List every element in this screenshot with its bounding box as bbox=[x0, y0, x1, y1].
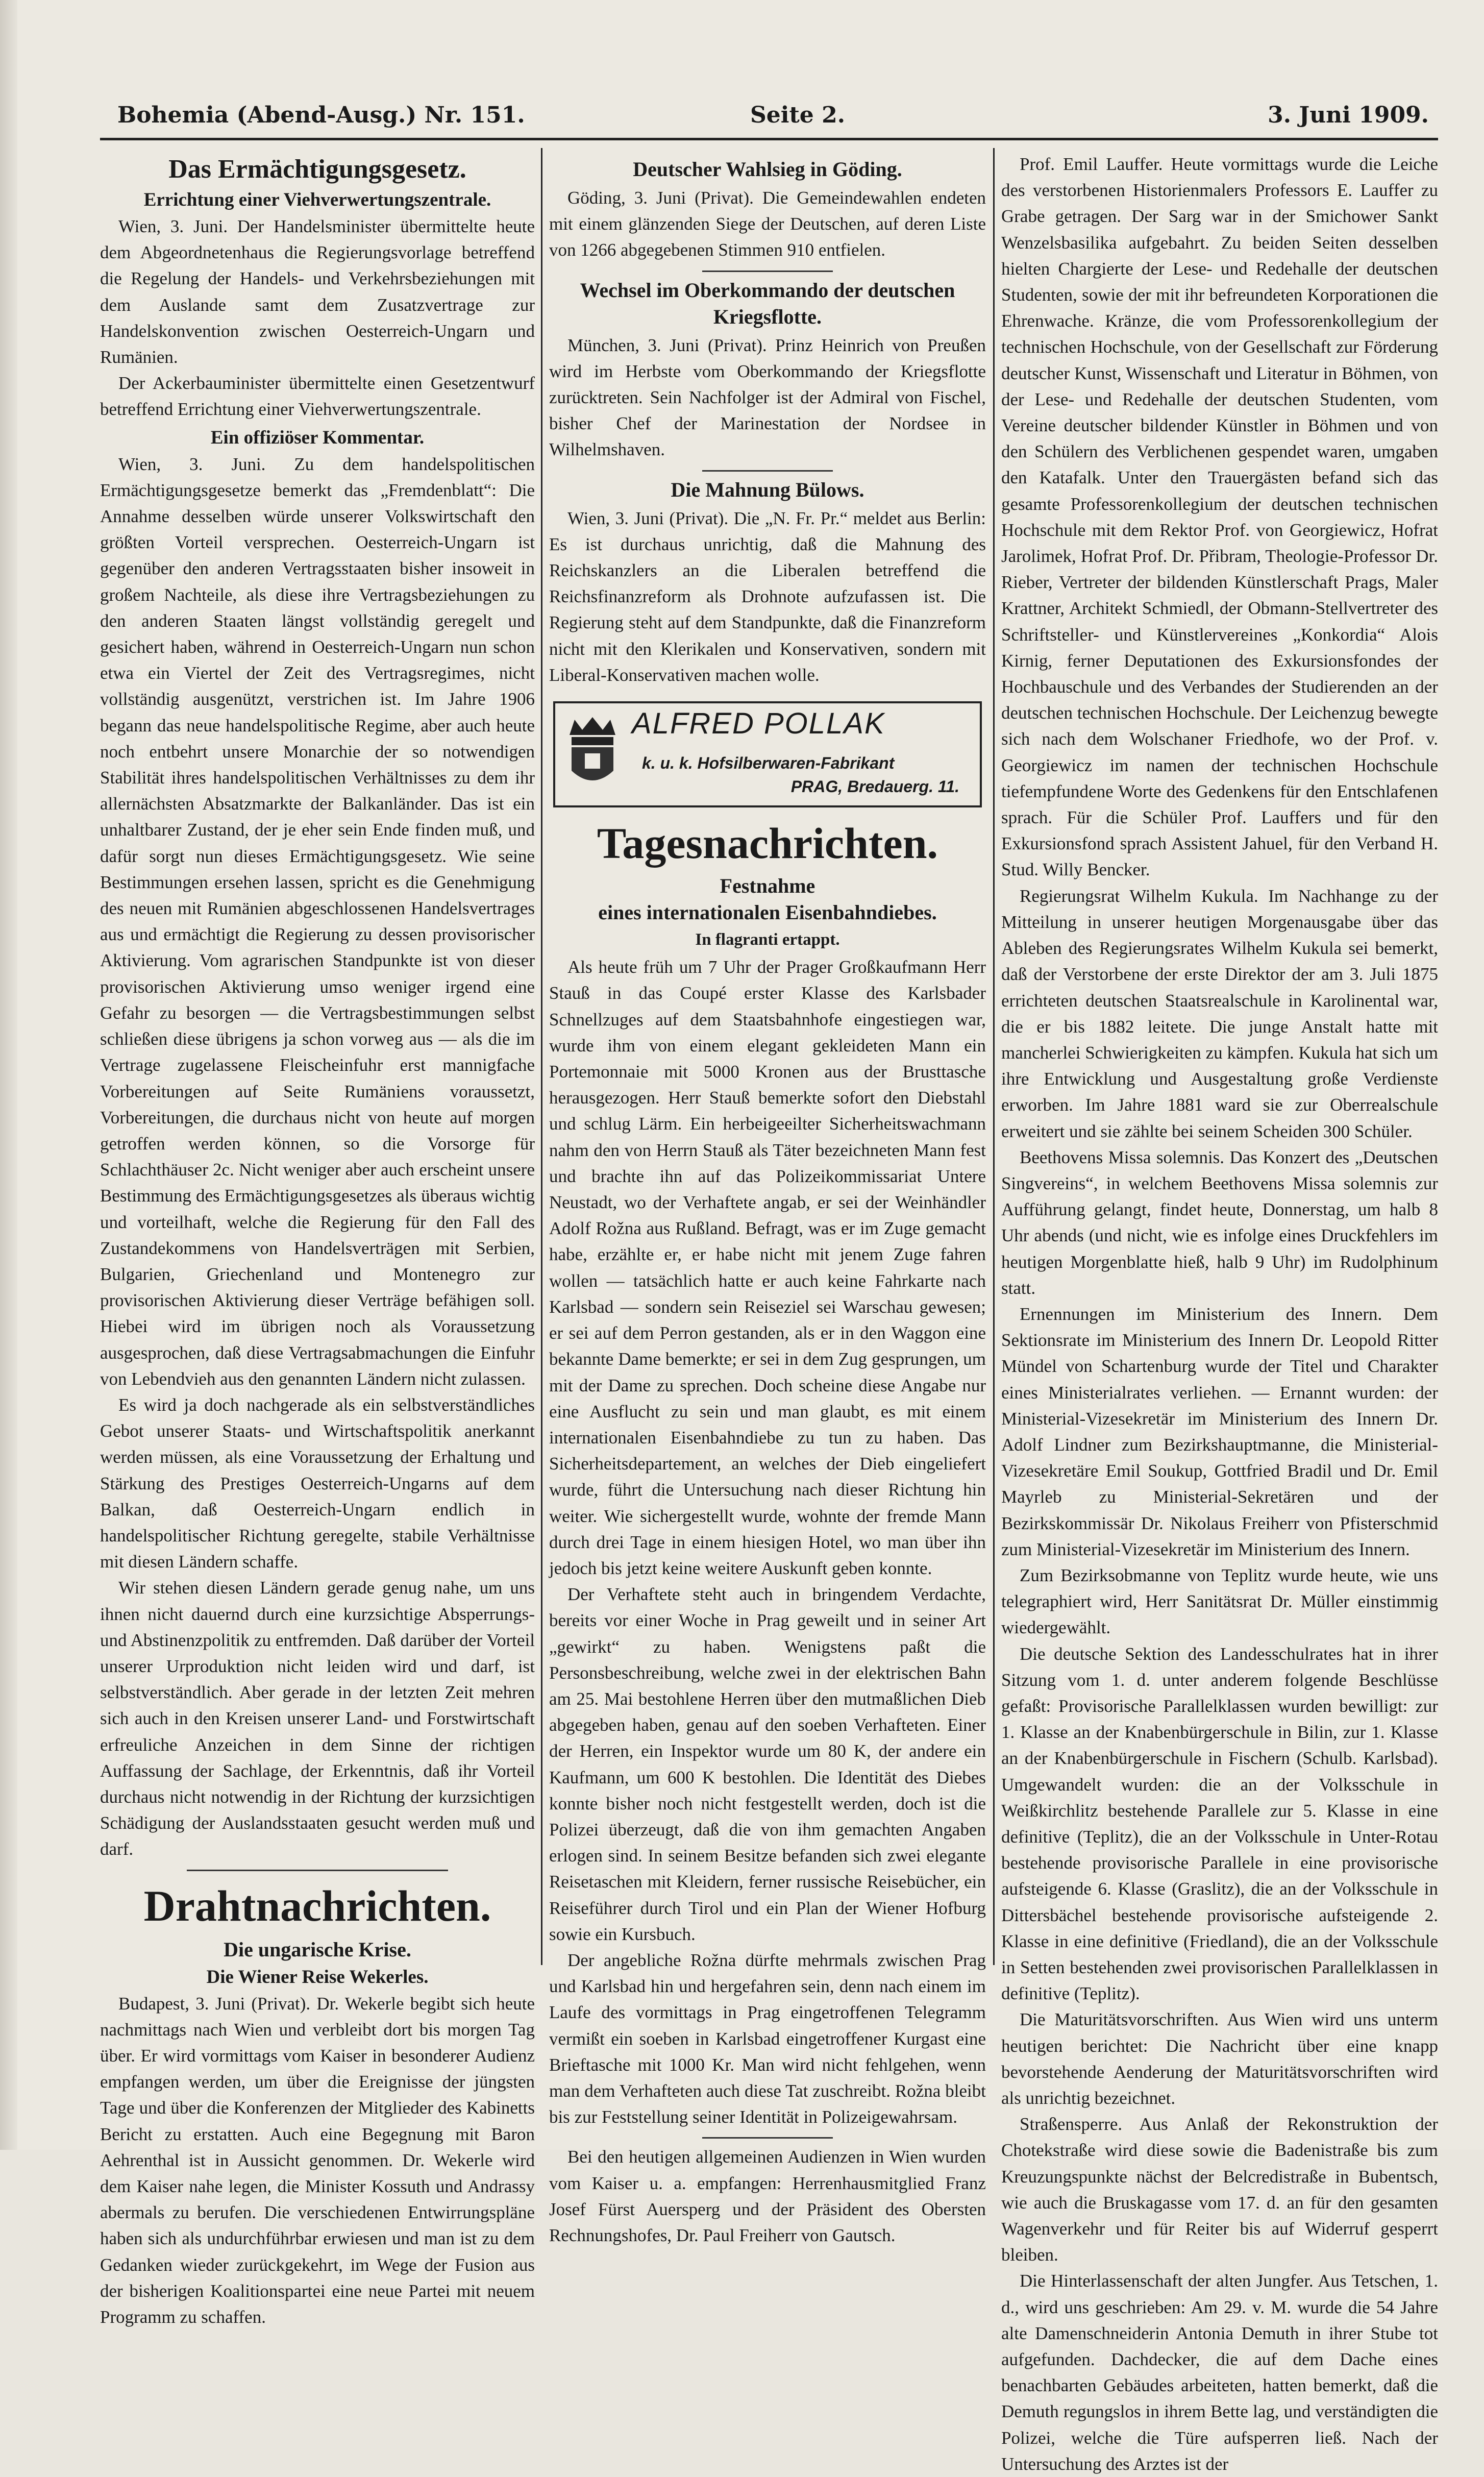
article-paragraph: Budapest, 3. Juni (Privat). Dr. Wekerle begibt sich heute nachmittags nach Wien und verbleibt dort bis morgen Tag über. Er wird vormittags vom Kaiser in besonderer Audienz empfangen werden, um über die Ereignisse der jüngsten Tage und über die Konferenzen der Mitglieder des Kabinetts Bericht zu erstatten. Auch eine Begegnung mit Baron Aehrenthal ist in Aussicht genommen. Dr. Wekerle wird dem Kaiser nahe legen, die Minister Kossuth und Andrassy abermals zu berufen. Die verschiedenen Entwirrungspläne haben sich als undurchführbar erwiesen und man ist zu dem Gedanken wieder zurückgekehrt, im Wege der Fusion aus der bisherigen Koalitionspartei eine neue Partei mit neuem Programm zu schaffen. bbox=[100, 1993, 535, 2327]
news-item: Die Maturitätsvorschriften. Aus Wien wird uns unterm heutigen berichtet: Die Nachricht über eine knapp bevorstehende Aenderung der Maturitätsvorschriften wird als unrichtig bezeichnet. bbox=[1001, 2009, 1438, 2108]
article-paragraph: Wien, 3. Juni (Privat). Die „N. Fr. Pr.“ meldet aus Berlin: Es ist durchaus unrichtig, daß die Mahnung des Reichskanzlers an die Liberalen betreffend die Reichsfinanzreform als Drohnote aufzufassen ist. Die Regierung steht auf dem Standpunkte, daß die Finanzreform nicht mit den Klerikalen und Konservativen, sondern mit Liberal-Konservativen machen wolle. bbox=[549, 508, 986, 685]
article-title: Ein offiziöser Kommentar. bbox=[210, 427, 425, 448]
news-item: Ernennungen im Ministerium des Innern. Dem Sektionsrate im Ministerium des Innern Dr. Leopold Ritter Mündel von Schartenburg wurde der Titel und Charakter eines Ministerialrates verliehen. — Ernannt wurden: der Ministerial-Vizesekretär im Ministerium des Innern Dr. Adolf Lindner zum Bezirkshauptmanne, die Ministerial-Vizesekretäre Emil Soukup, Gottfried Bradil und Dr. Emil Mayrleb zu Ministerial-Sekretären und der Bezirkskommissär Dr. Nikolaus Freiherr von Pfisterschmid zum Ministerial-Vizesekretär im Ministerium des Innern. bbox=[1001, 1304, 1438, 1559]
news-item: Prof. Emil Lauffer. Heute vormittags wurde die Leiche des verstorbenen Historienmalers Professors E. Lauffer zu Grabe getragen. Der Sarg war in der Smichower Sankt Wenzelsbasilika aufgebahrt. Zu beiden Seiten desselben hielten Chargierte der Lese- und Redehalle der deutschen Studenten, sowie der mit ihr befreundeten Korporationen die Ehrenwache. Kränze, die vom Professorenkollegium der technischen Hochschule, von der Gesellschaft zur Förderung deutscher Kunst, Wissenschaft und Literatur in Böhmen, von der Lese- und Redehalle der deutschen Studenten, vom Vereine deutscher bildender Künstler in Böhmen und von den Schülern des Verblichenen gespendet waren, umgaben den Katafalk. Unter den Trauergästen befand sich das gesamte Professorenkollegium der deutschen technischen Hochschule mit dem Rektor Prof. von Georgiewicz, Hofrat Jarolimek, Hofrat Prof. Dr. Přibram, Theologie-Professor Dr. Rieber, Vertreter der bildenden Künstlerschaft Prags, Maler Krattner, Architekt Schmiedl, der Obmann-Stellvertreter des Schriftsteller- und Künstlervereines „Konkordia“ Alois Kirnig, ferner Deputationen des Exkursionsfondes der Hochbauschule und des Verbandes der Studierenden an der deutschen technischen Hochschule. Der Leichenzug bewegte sich nach dem Wolschaner Friedhofe, wo der Prof. v. Georgiewicz im namen der technischen Hochschule tiefempfundene Worte des Gedenkens für den Entschlafenen sprach. Für die Schüler Prof. Lauffers und für den Exkursionsfond sprach Assistent Jahuel, für den Verband H. Stud. Willy Bencker. bbox=[1001, 154, 1438, 880]
article-paragraph: Wien, 3. Juni. Zu dem handelspolitischen Ermächtigungsgesetze bemerkt das „Fremdenblatt“: Die Annahme desselben würde unserer Volkswirtschaft den größten Vorteil versprechen. Oesterreich-Ungarn ist gegenüber den anderen Vertragsstaaten bisher insoweit in großem Nachteile, als diese ihre Vertragsbeziehungen zu den anderen Staaten längst vollständig geregelt und gesichert haben, während in Oesterreich-Ungarn nun schon etwa ein Viertel der Zeit des Vertragsregimes, nicht vollständig ausgenützt, verstrichen ist. Im Jahre 1906 begann das neue handelspolitische Regime, aber auch heute noch entbehrt unsere Monarchie der so notwendigen Stabilität ihres handelspolitischen Verhältnisses zu dem ihr allernächsten Absatzmarkte der Balkanländer. Das ist ein unhaltbarer Zustand, der je eher sein Ende finden muß, und dafür sorgt nun dieses Ermächtigungsgesetz. Wie seine Bestimmungen ersehen lassen, spricht es die Genehmigung des neuen mit Rumänien abgeschlossenen Handelsvertrages aus und ermächtigt die Regierung zu dessen provisorischer Aktivierung. Vom agrarischen Standpunkte ist von dieser provisorischen Aktivierung umso weniger irgend eine Gefahr zu besorgen — die Vertragsbestimmungen selbst schließen diese übrigens ja schon vorweg aus — als die im Vertrage zugelassene Fleischeinfuhr erst mannigfache Vorbereitungen auf Seite Rumäniens voraussetzt, Vorbereitungen, die durchaus nicht von heute auf morgen getroffen werden können, so die Vorsorge für Schlachthäuser 2c. Nicht weniger aber auch erscheint unsere Bestimmung des Ermächtigungsgesetzes als überaus wichtig und vorteilhaft, welche die Regierung für den Fall des Zustandekommens von Handelsverträgen mit Serbien, Bulgarien, Griechenland und Montenegro zur provisorischen Aktivierung dieser Verträge befähigen soll. Hiebei wird im übrigen noch als Voraussetzung ausgesprochen, daß diese Vertragsabmachungen die Einfuhr von Lebendvieh aus den genannten Ländern nicht zulassen. bbox=[100, 454, 535, 1389]
masthead-date: 3. Juni 1909. bbox=[1268, 102, 1429, 128]
section-divider bbox=[187, 1870, 448, 1871]
article-paragraph: Der Verhaftete steht auch in bringendem Verdachte, bereits vor einer Woche in Prag geweilt und in seiner Art „gewirkt“ zu haben. Wenigstens paßt die Personsbeschreibung, welche zwei in der elektrischen Bahn am 25. Mai bestohlene Herren über den mutmaßlichen Dieb abgegeben haben, genau auf den soeben Verhafteten. Einer der Herren, ein Inspektor wurde um 80 K, der andere ein Kaufmann, um 600 K bestohlen. Die Identität des Diebes konnte bisher noch nicht festgestellt werden, doch ist die Polizei überzeugt, daß die von ihm gemachten Angaben erlogen sind. In seinem Besitze befanden sich zwei elegante Reisetaschen mit Kleidern, ferner russische Reisebücher, ein Reiseführer durch Tirol und ein Plan der Wiener Hofburg sowie ein Kursbuch. bbox=[549, 1584, 986, 1944]
article-divider bbox=[702, 2137, 833, 2139]
news-item: Die Hinterlassenschaft der alten Jungfer. Aus Tetschen, 1. d., wird uns geschrieben: Am 29. v. M. wurde die 54 Jahre alte Damenschneiderin Antonia Demuth in ihrer Stube tot aufgefunden. Dachdecker, die auf dem Dache eines benachbarten Gebäudes arbeiteten, hatten bemerkt, daß die Demuth regungslos in ihrem Bette lag, und verständigten die Polizei, welche die Türe aufsperren ließ. Nach der Untersuchung des Arztes ist der bbox=[1001, 2271, 1438, 2474]
page-binding-edge bbox=[0, 0, 17, 2150]
article-paragraph: München, 3. Juni (Privat). Prinz Heinrich von Preußen wird im Herbste vom Oberkommando der Kriegsflotte zurücktreten. Sein Nachfolger ist der Admiral von Fischel, bisher Chef der Marinestation der Nordsee in Wilhelmshaven. bbox=[549, 335, 986, 460]
article-paragraph: Als heute früh um 7 Uhr der Prager Großkaufmann Herr Stauß in das Coupé erster Klasse des Karlsbader Schnellzuges auf dem Staatsbahnhofe eingestiegen war, wurde ihm von einem elegant gekleideten Mann ein Portemonnaie mit 5000 Kronen aus der Brusttasche herausgezogen. Herr Stauß bemerkte sofort den Diebstahl und schlug Lärm. Ein herbeigeeilter Sicherheitswachmann nahm den von Herrn Stauß als Täter bezeichneten Mann fest und brachte ihn auf das Polizeikommissariat Untere Neustadt, wo der Verhaftete angab, er sei der Weinhändler Adolf Rožna aus Rußland. Befragt, was er im Zuge gemacht habe, erzählte er, er habe nicht mit jenem Zuge fahren wollen — tatsächlich hatte er auch keine Fahrkarte nach Karlsbad — sondern sein Reiseziel sei Warschau gewesen; er sei auf dem Perron gestanden, als er in den Waggon eine bekannte Dame bemerkte; er sei in dem Zug gesprungen, um mit der Dame zu sprechen. Doch scheine diese Angabe nur eine Ausflucht zu sein und man glaubt, es mit einem internationalen Eisenbahndiebe zu tun zu haben. Das Sicherheitsdepartement, an welches der Dieb eingeliefert wurde, führt die Untersuchung nach dieser Richtung hin weiter. Wie sichergestellt wurde, wohnte der fremde Mann durch drei Tage in einem hiesigen Hotel, wo man über ihn jedoch bis jetzt keine weitere Auskunft geben konnte. bbox=[549, 957, 986, 1578]
article-title: Das Ermächtigungsgesetz. bbox=[168, 155, 466, 184]
column-rule-2 bbox=[993, 148, 995, 1965]
news-item: Zum Bezirksobmanne von Teplitz wurde heute, wie uns telegraphiert wird, Herr Sanitätsrat Dr. Müller einstimmig wiedergewählt. bbox=[1001, 1565, 1438, 1638]
article-paragraph: Es wird ja doch nachgerade als ein selbstverständliches Gebot unserer Staats- und Wirtschaftspolitik anerkannt werden müssen, als eine Voraussetzung der Erhaltung und Stärkung des Prestiges Oesterreich-Ungarns auf dem Balkan, daß Oesterreich-Ungarn endlich in handelspolitischer Richtung geregelte, stabile Verhältnisse mit diesen Ländern schaffe. bbox=[100, 1394, 535, 1572]
column-1 bbox=[100, 151, 535, 2327]
article-title: eines internationalen Eisenbahndiebes. bbox=[598, 901, 937, 924]
article-divider bbox=[702, 470, 833, 472]
advertiser-title: k. u. k. Hofsilberwaren-Fabrikant bbox=[642, 754, 895, 773]
section-heading: Tagesnachrichten. bbox=[597, 819, 938, 868]
article-subtitle: Errichtung einer Viehverwertungszentrale. bbox=[143, 189, 491, 210]
advertisement-box bbox=[553, 701, 982, 807]
article-paragraph: Der angebliche Rožna dürfte mehrmals zwischen Prag und Karlsbad hin und hergefahren sein, denn nach einem im Laufe des vormittags in Prag eingetroffenen Telegramm vermißt ein soeben in Karlsbad eingetroffener Kurgast eine Brieftasche mit 1000 Kr. Man wird nicht fehlgehen, wenn man dem Verhafteten auch diese Tat zuschreibt. Rožna bleibt bis zur Feststellung seiner Identität in Polizeigewahrsam. bbox=[549, 1950, 986, 2127]
column-rule-1 bbox=[541, 148, 542, 1965]
news-item: Regierungsrat Wilhelm Kukula. Im Nachhange zu der Mitteilung in unserer heutigen Morgenausgabe über das Ableben des Regierungsrates Wilhelm Kukula sei bemerkt, daß der Verstorbene der erste Direktor der am 3. Juli 1875 errichteten deutschen Staatsrealschule in Karolinental war, die er bis 1882 leitete. Die junge Anstalt hatte mit mancherlei Schwierigkeiten zu kämpfen. Kukula hat sich um ihre Entwicklung und Ausgestaltung große Verdienste erworben. Im Jahre 1881 ward sie zur Oberrealschule erweitert und sie zählte bei seinem Scheiden 300 Schüler. bbox=[1001, 886, 1438, 1141]
news-item: Straßensperre. Aus Anlaß der Rekonstruktion der Chotekstraße wird diese sowie die Badenistraße bis zum Kreuzungspunkte nächst der Belcredistraße in Bubentsch, wie auch die Bruskagasse vom 17. d. an für den gesamten Wagenverkehr und für Reiter bis auf Widerruf gesperrt bleiben. bbox=[1001, 2114, 1438, 2265]
crown-shield-logo-icon bbox=[564, 715, 621, 791]
masthead bbox=[102, 102, 1429, 138]
article-paragraph: Wien, 3. Juni. Der Handelsminister übermittelte heute dem Abgeordnetenhaus die Regierungsvorlage betreffend die Regelung der Handels- und Verkehrsbeziehungen mit dem Auslande samt dem Zusatzvertrage zur Handelskonvention zwischen Oesterreich-Ungarn und Rumänien. bbox=[100, 216, 535, 367]
article-divider bbox=[702, 271, 833, 272]
news-item: Beethovens Missa solemnis. Das Konzert des „Deutschen Singvereins“, in welchem Beethovens Missa solemnis zur Aufführung gelangt, findet heute, Donnerstag, um halb 8 Uhr abends (und nicht, wie es infolge eines Druckfehlers im heutigen Morgenblatte hieß, halb 9 Uhr) im Rudolphinum statt. bbox=[1001, 1147, 1438, 1298]
article-paragraph: Bei den heutigen allgemeinen Audienzen in Wien wurden vom Kaiser u. a. empfangen: Herrenhausmitglied Franz Josef Fürst Auersperg und der Präsident des Obersten Rechnungshofes, Dr. Paul Freiherr von Gautsch. bbox=[549, 2147, 986, 2245]
masthead-left: Bohemia (Abend-Ausg.) Nr. 151. bbox=[117, 102, 525, 128]
advertiser-name: ALFRED POLLAK bbox=[632, 707, 885, 741]
column-3 bbox=[1001, 151, 1438, 2474]
article-subtitle: Die Wiener Reise Wekerles. bbox=[206, 1966, 429, 1988]
article-title: Deutscher Wahlsieg in Göding. bbox=[633, 158, 902, 181]
article-title: Wechsel im Oberkommando der deutschen Kriegsflotte. bbox=[580, 278, 955, 328]
news-item: Die deutsche Sektion des Landesschulrates hat in ihrer Sitzung vom 1. d. unter anderem folgende Beschlüsse gefaßt: Provisorische Parallelklassen wurden bewilligt: zur 1. Klasse an der Knabenbürgerschule in Bilin, zur 1. Klasse an der Knabenbürgerschule in Fischern (Schulb. Karlsbad). Umgewandelt wurden: die an der Volksschule in Weißkirchlitz bestehende Parallele zur 5. Klasse in eine definitive (Teplitz), die an der Volksschule in Unter-Rotau bestehende provisorische Parallele in eine provisorische aufsteigende 6. Klasse (Graslitz), die an der Volksschule in Dittersbächel bestehende provisorische aufsteigende 2. Klasse in eine definitive (Friedland), die an der Volksschule in Setten bestehenden zwei provisorischen Parallelklassen in definitive (Teplitz). bbox=[1001, 1644, 1438, 2004]
advertiser-address: PRAG, Bredauerg. 11. bbox=[790, 777, 959, 796]
article-paragraph: Wir stehen diesen Ländern gerade genug nahe, um uns ihnen nicht dauernd durch eine kurzsichtige Absperrungs- und Abstinenzpolitik zu entfremden. Daß darüber der Vorteil unserer Urproduktion nicht leiden wird und darf, ist selbstverständlich. Aber gerade in der letzten Zeit mehren sich auch in den Kreisen unserer Land- und Forstwirtschaft erfreuliche Anzeichen in dem Sinne der richtigen Auffassung der Sachlage, der Erkenntnis, daß ihr Vorteil durchaus nicht notwendig in der Richtung der kurzsichtigen Schädigung der Auslandsstaaten gesucht werden muß und darf. bbox=[100, 1578, 535, 1859]
masthead-page-number: Seite 2. bbox=[750, 102, 846, 128]
article-title: Die ungarische Krise. bbox=[224, 1938, 411, 1961]
article-paragraph: Der Ackerbauminister übermittelte einen Gesetzentwurf betreffend Errichtung einer Viehverwertungszentrale. bbox=[100, 373, 535, 420]
article-title: Die Mahnung Bülows. bbox=[671, 478, 864, 501]
article-subtitle: In flagranti ertappt. bbox=[695, 930, 840, 949]
article-paragraph: Göding, 3. Juni (Privat). Die Gemeindewahlen endeten mit einem glänzenden Siege der Deutschen, auf deren Liste von 1266 abgegebenen Stimmen 910 entfielen. bbox=[549, 188, 986, 260]
masthead-rule bbox=[100, 138, 1438, 140]
article-title: Festnahme bbox=[720, 874, 815, 898]
section-heading: Drahtnachrichten. bbox=[143, 1881, 491, 1930]
column-2 bbox=[549, 151, 986, 2245]
